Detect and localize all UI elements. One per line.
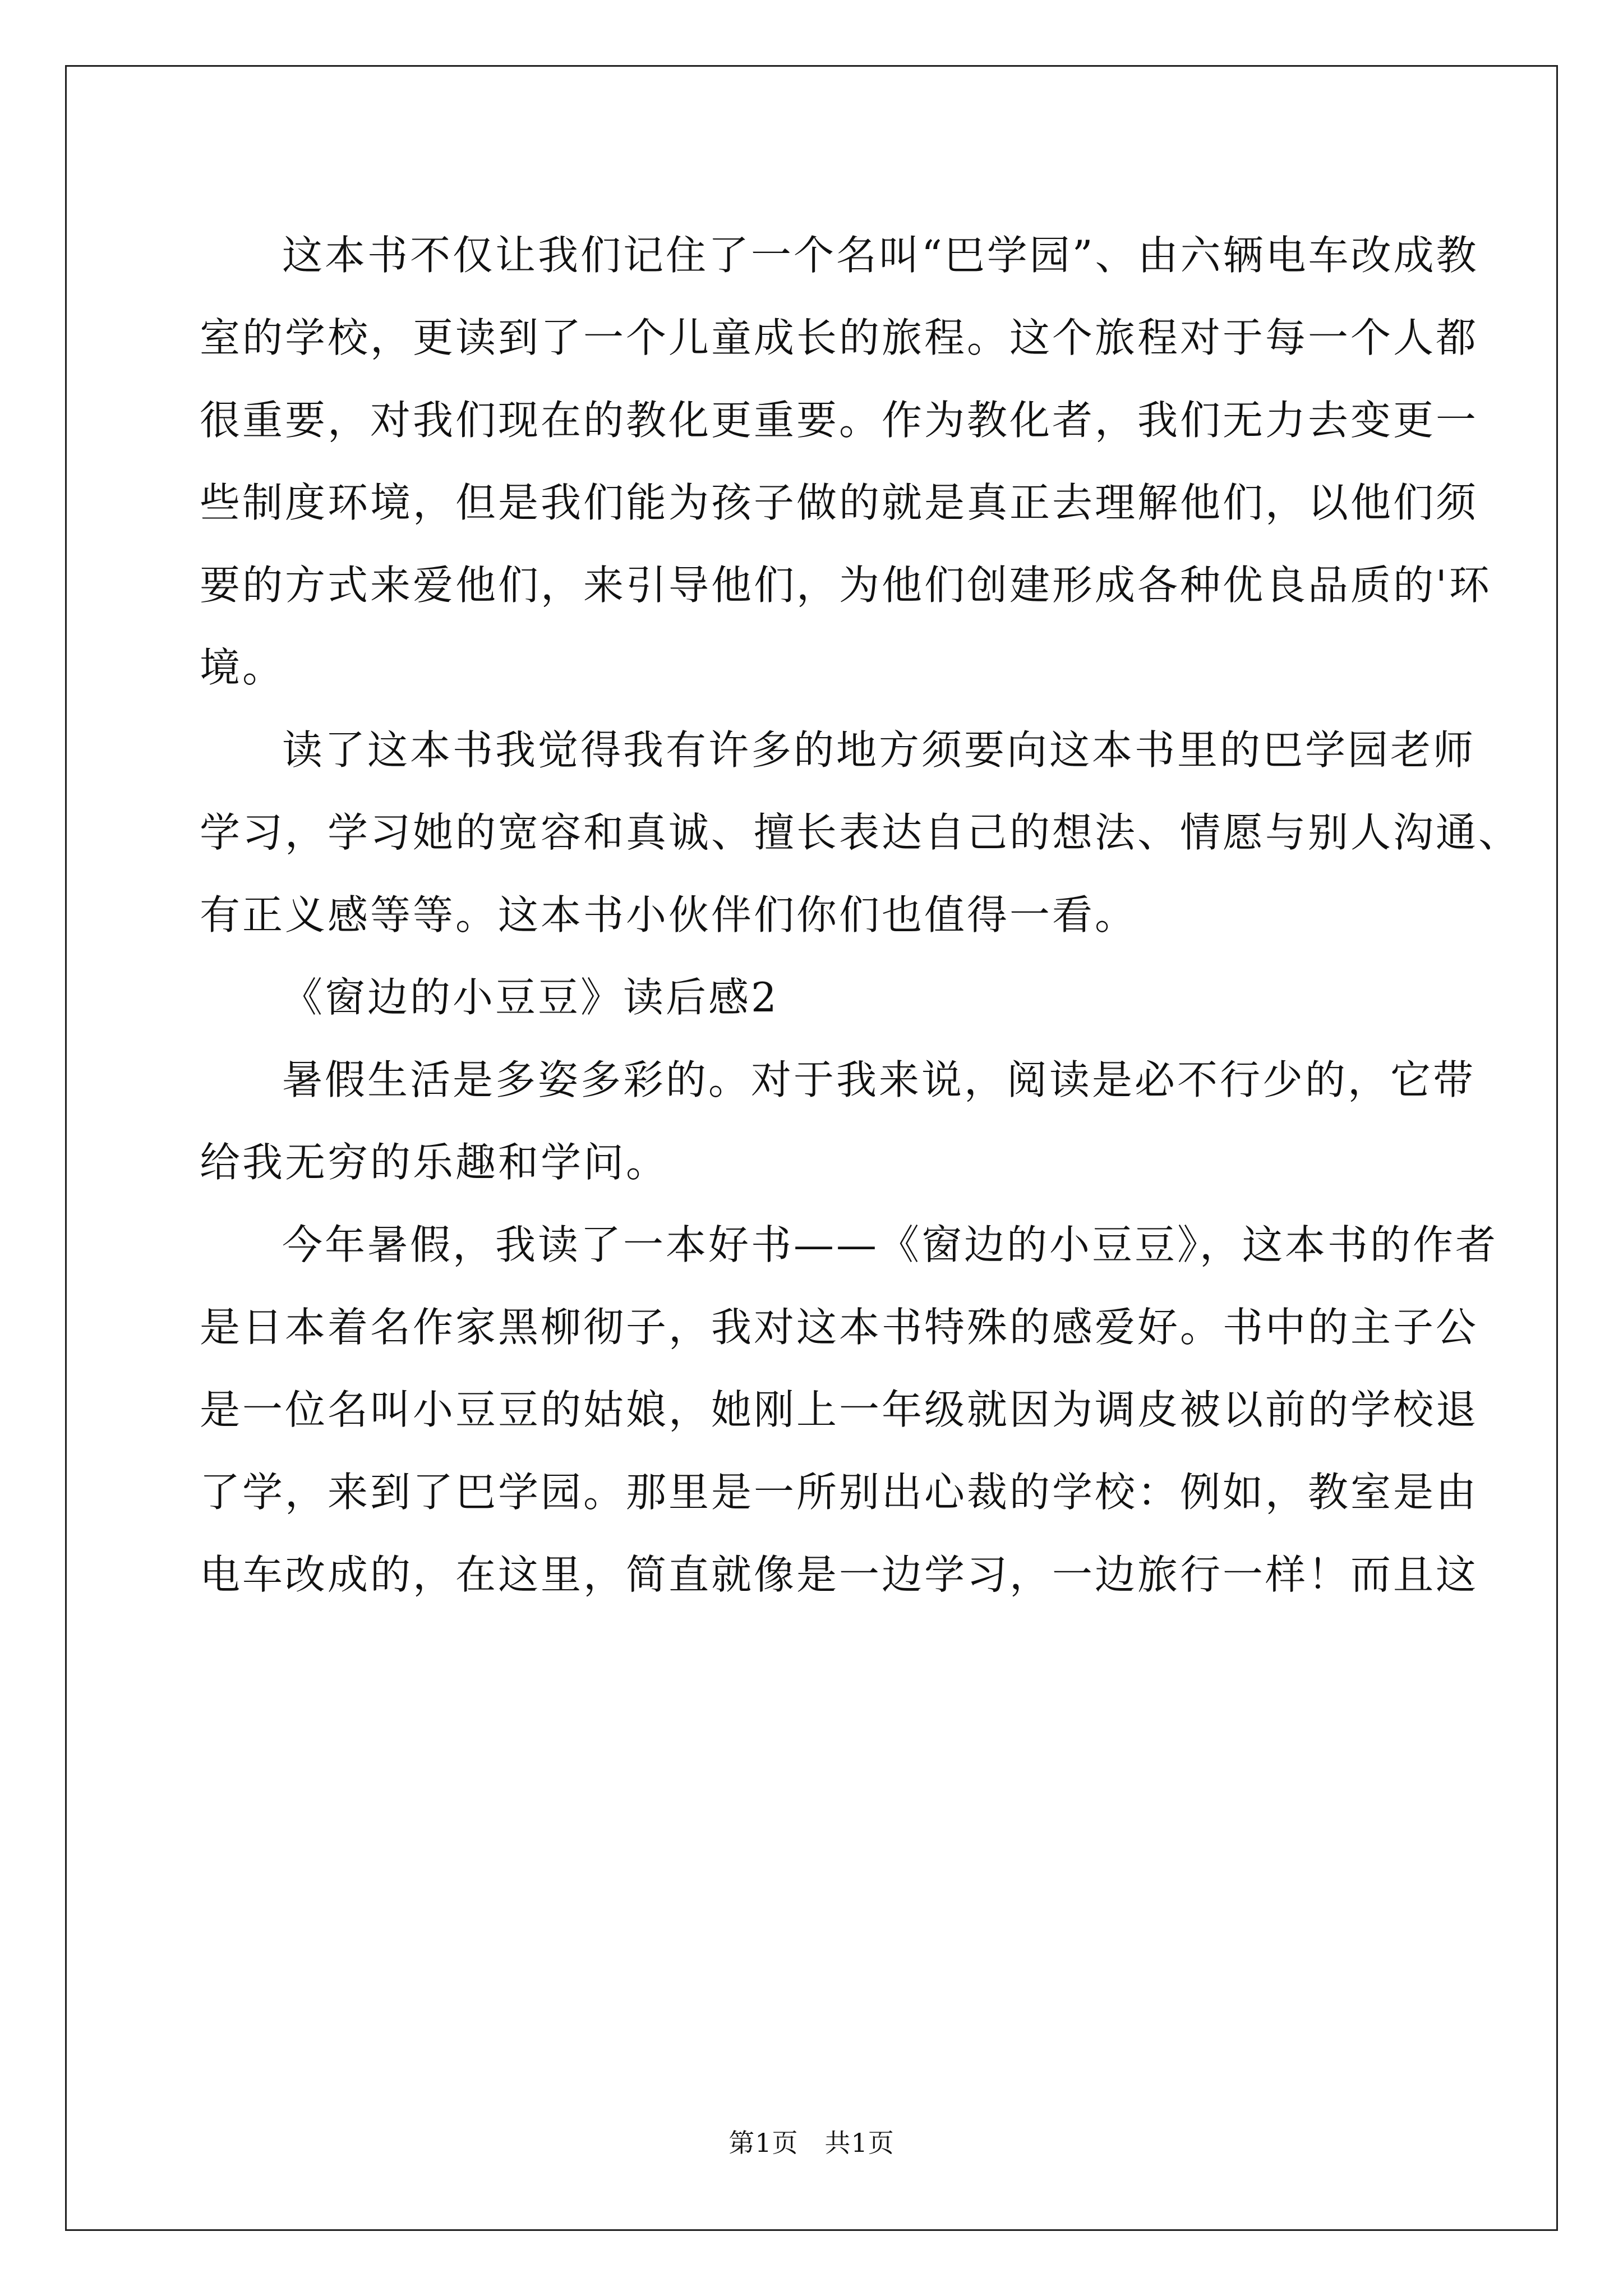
text-line: 了学，来到了巴学园。那里是一所别出心裁的学校：例如，教室是由 [200, 1469, 1479, 1516]
document-body [200, 214, 1521, 1616]
text-line: 电车改成的，在这里，简直就像是一边学习，一边旅行一样！而且这 [200, 1551, 1479, 1598]
text-line: 是日本着名作家黑柳彻子，我对这本书特殊的感爱好。书中的主子公 [200, 1304, 1479, 1351]
text-line: 些制度环境，但是我们能为孩子做的就是真正去理解他们，以他们须 [200, 479, 1479, 526]
text-line: 是一位名叫小豆豆的姑娘，她刚上一年级就因为调皮被以前的学校退 [200, 1386, 1479, 1433]
text-line: 读了这本书我觉得我有许多的地方须要向这本书里的巴学园老师 [282, 726, 1476, 774]
text-line: 给我无穷的乐趣和学问。 [200, 1139, 669, 1186]
section-title: 《窗边的小豆豆》读后感2 [282, 974, 779, 1021]
paragraph-3 [200, 1039, 1476, 1204]
page-number: 第1页 共1页 [728, 2128, 895, 2158]
text-line: 境。 [200, 644, 285, 691]
text-line: 今年暑假，我读了一本好书——《窗边的小豆豆》，这本书的作者 [282, 1221, 1498, 1268]
text-line: 室的学校，更读到了一个儿童成长的旅程。这个旅程对于每一个人都 [200, 314, 1479, 361]
paragraph-1 [200, 214, 1492, 709]
text-line: 要的方式来爱他们，来引导他们，为他们创建形成各种优良品质的'环 [200, 562, 1492, 609]
paragraph-4 [200, 1204, 1498, 1616]
text-line: 有正义感等等。这本书小伙伴们你们也值得一看。 [200, 891, 1138, 938]
text-line: 学习，学习她的宽容和真诚、擅长表达自己的想法、情愿与别人沟通、 [200, 809, 1521, 856]
paragraph-2 [200, 709, 1521, 956]
text-line: 这本书不仅让我们记住了一个名叫“巴学园”、由六辆电车改成教 [282, 232, 1479, 279]
text-line: 暑假生活是多姿多彩的。对于我来说，阅读是必不行少的，它带 [282, 1056, 1476, 1103]
text-line: 很重要，对我们现在的教化更重要。作为教化者，我们无力去变更一 [200, 397, 1479, 444]
page-footer [0, 2126, 1623, 2160]
section-heading [200, 956, 1473, 1039]
